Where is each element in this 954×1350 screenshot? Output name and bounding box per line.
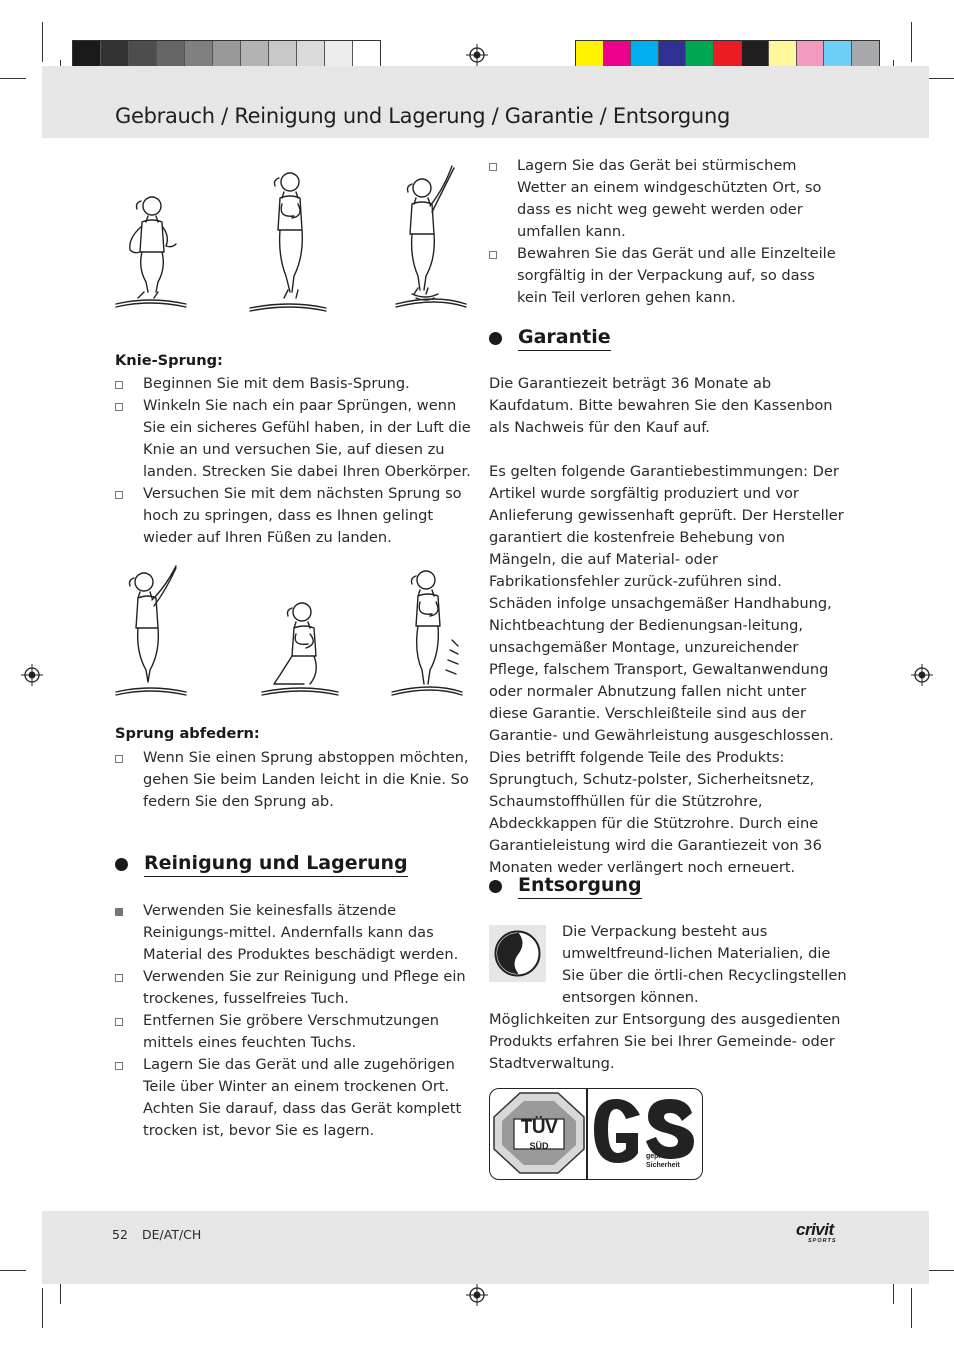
list-item bbox=[489, 243, 849, 309]
color-swatch bbox=[823, 41, 851, 69]
list-item bbox=[115, 966, 475, 1010]
page-title: Gebrauch / Reinigung und Lagerung / Garantie / Entsorgung bbox=[115, 104, 730, 128]
crivit-brand-logo: crivit bbox=[796, 1220, 834, 1239]
list-item bbox=[115, 900, 475, 966]
knie-sprung-heading: Knie-Sprung: bbox=[115, 352, 223, 369]
reinigung-heading bbox=[115, 852, 408, 877]
list-item bbox=[115, 483, 475, 549]
lagern-list bbox=[489, 155, 849, 309]
list-item bbox=[115, 373, 475, 395]
list-item-text: Entfernen Sie gröbere Verschmutzungen mittels eines feuchten Tuchs. bbox=[143, 1012, 440, 1051]
list-item-text: Wenn Sie einen Sprung abstoppen möchten, gehen Sie beim Landen leicht in die Knie. So federn Sie den Sprung ab. bbox=[143, 749, 469, 810]
square-bullet-icon bbox=[115, 755, 123, 763]
list-item-text: Lagern Sie das Gerät und alle zugehörigen Teile über Winter an einem trockenen Ort. Achten Sie darauf, dass das Gerät komplett trocken ist, bevor Sie es lagern. bbox=[143, 1056, 462, 1139]
color-swatch bbox=[100, 41, 128, 69]
color-swatch bbox=[796, 41, 824, 69]
bullet-dot-icon bbox=[489, 880, 502, 893]
crivit-brand-sub: SPORTS bbox=[808, 1238, 837, 1244]
color-swatch bbox=[658, 41, 686, 69]
square-bullet-icon bbox=[489, 163, 497, 171]
list-item-text: Lagern Sie das Gerät bei stürmischem Wetter an einem windgeschützten Ort, so dass es nicht weg geweht werden oder umfallen kann. bbox=[517, 157, 822, 240]
square-bullet-icon bbox=[115, 403, 123, 411]
list-item bbox=[115, 747, 475, 813]
registration-mark-icon bbox=[466, 44, 488, 66]
color-swatch bbox=[741, 41, 769, 69]
list-item-text: Beginnen Sie mit dem Basis-Sprung. bbox=[143, 375, 410, 392]
crop-mark bbox=[911, 1288, 912, 1328]
square-bullet-icon bbox=[115, 1062, 123, 1070]
tuv-label: TÜV bbox=[520, 1117, 558, 1138]
list-item bbox=[115, 1010, 475, 1054]
region-label: DE/AT/CH bbox=[142, 1227, 202, 1242]
knee-jump-illustration bbox=[112, 158, 472, 318]
color-swatch bbox=[713, 41, 741, 69]
color-swatch bbox=[630, 41, 658, 69]
sud-label: SÜD bbox=[529, 1141, 549, 1151]
square-bullet-icon bbox=[115, 1018, 123, 1026]
color-swatch bbox=[296, 41, 324, 69]
color-swatch bbox=[352, 41, 380, 69]
color-swatch bbox=[212, 41, 240, 69]
list-item-text: Winkeln Sie nach ein paar Sprüngen, wenn Sie ein sicheres Gefühl haben, in der Luft die Knie an und versuchen Sie, auf diesen zu landen. Strecken Sie dabei Ihren Oberkörper. bbox=[143, 397, 471, 480]
color-swatch bbox=[240, 41, 268, 69]
registration-mark-icon bbox=[466, 1284, 488, 1306]
color-swatch bbox=[576, 41, 603, 69]
color-swatch bbox=[156, 41, 184, 69]
color-swatch bbox=[851, 41, 879, 69]
list-item-text: Versuchen Sie mit dem nächsten Sprung so hoch zu springen, dass es Ihnen gelingt wieder auf Ihren Füßen zu landen. bbox=[143, 485, 462, 546]
knie-sprung-list bbox=[115, 373, 475, 549]
gs-mark-icon bbox=[590, 1093, 700, 1177]
crop-mark bbox=[0, 1270, 26, 1271]
list-item bbox=[489, 155, 849, 243]
list-item-text: Verwenden Sie keinesfalls ätzende Reinigungs-mittel. Andernfalls kann das Material des Produktes beschädigt werden. bbox=[143, 902, 459, 963]
square-bullet-icon bbox=[115, 974, 123, 982]
square-bullet-icon bbox=[115, 381, 123, 389]
garantie-paragraph-1: Die Garantiezeit beträgt 36 Monate ab Kaufdatum. Bitte bewahren Sie den Kassenbon als Nachweis für den Kauf auf. bbox=[489, 375, 833, 436]
list-item bbox=[115, 1054, 475, 1142]
entsorgung-paragraph-1: Die Verpackung besteht aus umweltfreund-lichen Materialien, die Sie über die örtli-chen Recyclingstellen entsorgen können. bbox=[562, 923, 847, 1006]
color-swatch bbox=[268, 41, 296, 69]
list-item-text: Bewahren Sie das Gerät und alle Einzelteile sorgfältig in der Verpackung auf, so dass kein Teil verloren gehen kann. bbox=[517, 245, 836, 306]
crop-mark bbox=[42, 1288, 43, 1328]
color-swatch bbox=[603, 41, 631, 69]
bullet-dot-icon bbox=[489, 332, 502, 345]
gs-label-1: geprüfte bbox=[646, 1153, 674, 1160]
reinigung-heading-label: Reinigung und Lagerung bbox=[144, 852, 408, 877]
list-item-text: Verwenden Sie zur Reinigung und Pflege ein trockenes, fusselfreies Tuch. bbox=[143, 968, 466, 1007]
crop-mark bbox=[0, 78, 26, 79]
reinigung-list bbox=[115, 900, 475, 1142]
registration-mark-icon bbox=[911, 664, 933, 686]
gs-label-2: Sicherheit bbox=[646, 1162, 680, 1169]
garantie-heading-label: Garantie bbox=[518, 326, 611, 351]
landing-illustration bbox=[112, 560, 472, 708]
crop-mark bbox=[911, 22, 912, 62]
square-bullet-icon bbox=[489, 251, 497, 259]
tuv-gs-certification-logo bbox=[489, 1088, 703, 1180]
color-swatch bbox=[73, 41, 100, 69]
recycling-green-dot-icon bbox=[489, 925, 546, 982]
crop-mark bbox=[42, 22, 43, 62]
entsorgung-paragraph-2: Möglichkeiten zur Entsorgung des ausgedienten Produkts erfahren Sie bei Ihrer Gemeinde- oder Stadtverwaltung. bbox=[489, 1011, 841, 1072]
entsorgung-heading-label: Entsorgung bbox=[518, 874, 642, 899]
filled-square-bullet-icon bbox=[115, 908, 123, 916]
sprung-abfedern-heading: Sprung abfedern: bbox=[115, 725, 260, 742]
crop-mark bbox=[928, 78, 954, 79]
color-swatch bbox=[324, 41, 352, 69]
page-number: 52 bbox=[112, 1227, 128, 1242]
color-swatch bbox=[685, 41, 713, 69]
registration-mark-icon bbox=[21, 664, 43, 686]
color-swatch bbox=[128, 41, 156, 69]
garantie-heading bbox=[489, 326, 611, 351]
sprung-abfedern-list bbox=[115, 747, 475, 813]
entsorgung-heading bbox=[489, 874, 642, 899]
logo-divider bbox=[586, 1089, 588, 1179]
list-item bbox=[115, 395, 475, 483]
color-swatch bbox=[768, 41, 796, 69]
square-bullet-icon bbox=[115, 491, 123, 499]
garantie-paragraph-2: Es gelten folgende Garantiebestimmungen: Der Artikel wurde sorgfältig produziert und vor Anlieferung gewissenhaft geprüft. Der Hersteller garantiert die kostenfreie Behebung von Mängeln, die auf Material- oder Fabrikationsfehler zurück-zuführen sind. Schäden infolge unsachgemäßer Handhabung, Nichtbeachtung der Bedienungsan-leitung, unsachgemäßer Montage, unzureichender Pflege, falschem Transport, Gewaltanwendung oder normaler Abnutzung fallen nicht unter diese Garantie. Verschleißteile sind aus der Garantie- und Gewährleistung ausgeschlossen. Dies betrifft folgende Teile des Produkts: Sprungtuch, Schutz-polster, Sicherheitsnetz, Schaumstoffhüllen für die Stützrohre, Abdeckkappen für die Stützrohre. Durch eine Garantieleistung wird die Garantiezeit von 36 Monaten weder verlängert noch erneuert. bbox=[489, 463, 844, 876]
crop-mark bbox=[928, 1270, 954, 1271]
bullet-dot-icon bbox=[115, 858, 128, 871]
color-swatch bbox=[184, 41, 212, 69]
